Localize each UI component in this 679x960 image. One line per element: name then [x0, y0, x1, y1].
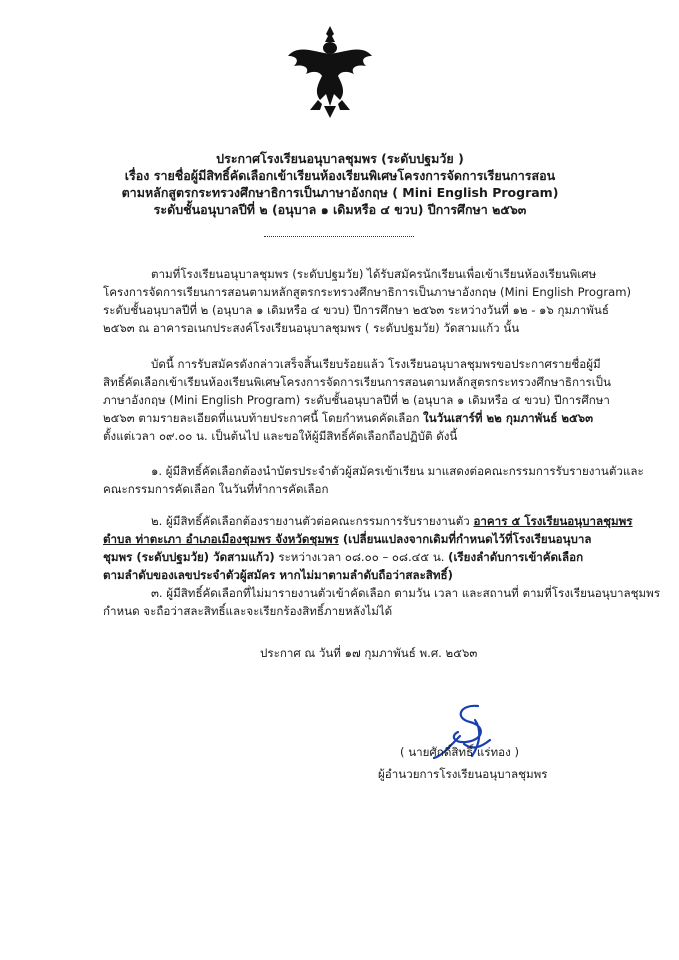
venue-change-note-end: ชุมพร (ระดับปฐมวัย) วัดสามแก้ว) [103, 550, 275, 564]
paragraph-2 [103, 355, 611, 445]
paragraph-line: กำหนด จะถือว่าสละสิทธิ์และจะเรียกร้องสิทธิ์ภายหลังไม่ได้ [103, 604, 393, 618]
venue-address: ตำบล ท่าตะเภา อำเภอเมืองชุมพร จังหวัดชุมพร [103, 532, 339, 546]
paragraph-line [103, 409, 594, 427]
rule-item-3 [103, 584, 661, 620]
paragraph-line: บัดนี้ การรับสมัครดังกล่าวเสร็จสิ้นเรียบร้อยแล้ว โรงเรียนอนุบาลชุมพรขอประกาศรายชื่อผู้มี [151, 357, 601, 371]
paragraph-line: คณะกรรมการคัดเลือก ในวันที่ทำการคัดเลือก [103, 482, 329, 496]
text-run: ๒๕๖๓ ตามรายละเอียดที่แนบท้ายประกาศนี้ โดยกำหนดคัดเลือก [103, 411, 424, 425]
rule-item-1 [103, 462, 644, 498]
paragraph-line: โครงการจัดการเรียนการสอนตามหลักสูตรกระทรวงศึกษาธิการเป็นภาษาอังกฤษ (Mini English Program) [103, 285, 632, 299]
header-program: ตามหลักสูตรกระทรวงศึกษาธิการเป็นภาษาอังกฤษ ( Mini English Program) [121, 185, 559, 200]
paragraph-line: ๒๕๖๓ ณ อาคารอเนกประสงค์โรงเรียนอนุบาลชุมพร ( ระดับปฐมวัย) วัดสามแก้ว นั้น [103, 321, 520, 335]
paragraph-1 [103, 265, 632, 337]
venue-building: อาคาร ๕ โรงเรียนอนุบาลชุมพร [473, 514, 633, 528]
order-note: (เรียงลำดับการเข้าคัดเลือก [448, 550, 584, 564]
paragraph-line: ๑. ผู้มีสิทธิ์คัดเลือกต้องนำบัตรประจำตัวผู้สมัครเข้าเรียน มาแสดงต่อคณะกรรมการรับรายงานตัวและ [151, 464, 644, 478]
paragraph-line [103, 530, 592, 548]
paragraph-line: สิทธิ์คัดเลือกเข้าเรียนห้องเรียนพิเศษโครงการจัดการเรียนการสอนตามหลักสูตรกระทรวงศึกษาธิการเป็น [103, 375, 611, 389]
header-title: ประกาศโรงเรียนอนุบาลชุมพร (ระดับปฐมวัย ) [216, 151, 464, 166]
paragraph-line: ระดับชั้นอนุบาลปีที่ ๒ (อนุบาล ๑ เดิมหรือ ๔ ขวบ) ปีการศึกษา ๒๕๖๓ ระหว่างวันที่ ๑๒ - ๑๖ กุมภาพันธ์ [103, 303, 609, 317]
paragraph-line: ตั้งแต่เวลา ๐๙.๐๐ น. เป็นต้นไป และขอให้ผู้มีสิทธิ์คัดเลือกถือปฏิบัติ ดังนี้ [103, 429, 458, 443]
text-run: ๒. ผู้มีสิทธิ์คัดเลือกต้องรายงานตัวต่อคณะกรรมการรับรายงานตัว [151, 514, 474, 528]
rule-item-2 [103, 512, 633, 584]
venue-change-note: (เปลี่ยนแปลงจากเดิมที่กำหนดไว้ที่โรงเรียนอนุบาล [338, 532, 592, 546]
announcement-date: ประกาศ ณ วันที่ ๑๗ กุมภาพันธ์ พ.ศ. ๒๕๖๓ [260, 646, 478, 660]
signer-name: ( นายศักดิ์สิทธิ์ แร่ทอง ) [400, 745, 520, 759]
announcement-header [90, 150, 590, 218]
report-time: ระหว่างเวลา ๐๘.๐๐ – ๐๘.๔๕ น. [274, 550, 449, 564]
paragraph-line [103, 512, 633, 530]
paragraph-line: ภาษาอังกฤษ (Mini English Program) ระดับชั้นอนุบาลปีที่ ๒ (อนุบาล ๑ เดิมหรือ ๔ ขวบ) ปีการศึกษา [103, 393, 610, 407]
paragraph-line [103, 548, 583, 566]
garuda-emblem-icon [284, 22, 376, 122]
paragraph-line: ตามที่โรงเรียนอนุบาลชุมพร (ระดับปฐมวัย) ได้รับสมัครนักเรียนเพื่อเข้าเรียนห้องเรียนพิเศษ [151, 267, 597, 281]
paragraph-line: ๓. ผู้มีสิทธิ์คัดเลือกที่ไม่มารายงานตัวเข้าคัดเลือก ตามวัน เวลา และสถานที่ ตามที่โรงเรียนอนุบาลชุมพร [151, 586, 661, 600]
header-level: ระดับชั้นอนุบาลปีที่ ๒ (อนุบาล ๑ เดิมหรือ ๔ ขวบ) ปีการศึกษา ๒๕๖๓ [153, 202, 527, 217]
paragraph-line: ตามลำดับของเลขประจำตัวผู้สมัคร หากไม่มาตามลำดับถือว่าสละสิทธิ์) [103, 568, 453, 582]
header-subject: เรื่อง รายชื่อผู้มีสิทธิ์คัดเลือกเข้าเรียนห้องเรียนพิเศษโครงการจัดการเรียนการสอน [124, 168, 556, 183]
header-divider [264, 236, 414, 237]
signer-title: ผู้อำนวยการโรงเรียนอนุบาลชุมพร [378, 767, 548, 781]
selection-date: ในวันเสาร์ที่ ๒๒ กุมภาพันธ์ ๒๕๖๓ [423, 411, 594, 425]
